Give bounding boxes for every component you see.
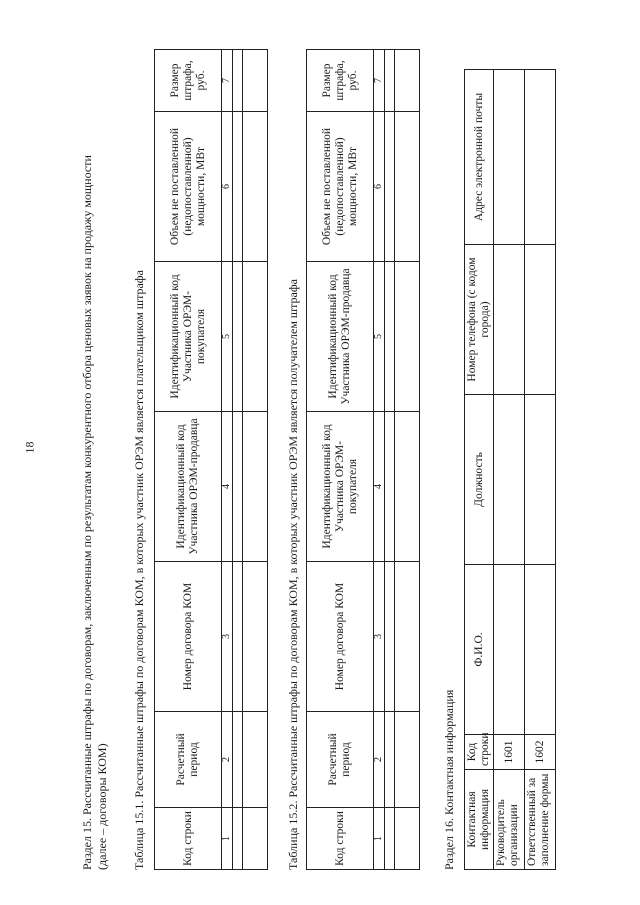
contact-row-label: Ответственный за заполнение формы — [525, 770, 556, 870]
table-15-2-number-row — [374, 50, 385, 870]
empty-cell — [395, 562, 420, 712]
header-email: Адрес электронной почты — [465, 70, 494, 245]
empty-cell — [525, 70, 556, 245]
empty-cell — [233, 112, 243, 262]
column-number: 1 — [222, 808, 233, 870]
empty-cell — [395, 112, 420, 262]
header-fine-amount: Размер штрафа, руб. — [155, 50, 222, 112]
empty-cell — [233, 808, 243, 870]
empty-cell — [243, 412, 268, 562]
header-contract-number: Номер договора КОМ — [155, 562, 222, 712]
section-15-title — [80, 20, 110, 870]
header-period: Расчетный период — [155, 712, 222, 808]
column-number: 7 — [374, 50, 385, 112]
table-15-2-header-row — [307, 50, 374, 870]
header-row-code: Код строки — [465, 735, 494, 770]
contact-table-header-row — [465, 70, 494, 870]
empty-cell — [385, 712, 395, 808]
column-number: 4 — [374, 412, 385, 562]
empty-cell — [395, 412, 420, 562]
empty-cell — [233, 262, 243, 412]
contact-table — [464, 69, 556, 870]
empty-cell — [395, 712, 420, 808]
table-15-1-header-row — [155, 50, 222, 870]
column-number: 7 — [222, 50, 233, 112]
column-number: 6 — [222, 112, 233, 262]
empty-cell — [385, 262, 395, 412]
header-position: Должность — [465, 395, 494, 565]
column-number: 5 — [374, 262, 385, 412]
empty-cell — [385, 50, 395, 112]
empty-cell — [395, 262, 420, 412]
table-15-1-empty-row — [243, 50, 268, 870]
contact-row-code: 1602 — [525, 735, 556, 770]
header-row-code: Код строки — [155, 808, 222, 870]
table-15-1-empty-row — [233, 50, 243, 870]
header-undelivered-volume: Объем не поставленной (недопоставленной) мощности, МВт — [307, 112, 374, 262]
empty-cell — [243, 712, 268, 808]
empty-cell — [243, 262, 268, 412]
column-number: 2 — [374, 712, 385, 808]
empty-cell — [395, 808, 420, 870]
rotated-page-content — [80, 20, 640, 870]
column-number: 6 — [374, 112, 385, 262]
empty-cell — [525, 565, 556, 735]
contact-row-code: 1601 — [494, 735, 525, 770]
empty-cell — [385, 412, 395, 562]
table-15-2-empty-row — [385, 50, 395, 870]
empty-cell — [233, 412, 243, 562]
column-number: 1 — [374, 808, 385, 870]
empty-cell — [494, 70, 525, 245]
contact-row-label: Руководитель организации — [494, 770, 525, 870]
empty-cell — [494, 395, 525, 565]
column-number: 3 — [222, 562, 233, 712]
table-15-2-empty-row — [395, 50, 420, 870]
empty-cell — [233, 562, 243, 712]
table-15-2 — [306, 49, 420, 870]
table-15-2-caption: Таблица 15.2. Рассчитанные штрафы по договорам КОМ, в которых участник ОРЭМ является получателем штрафа — [286, 279, 300, 870]
empty-cell — [243, 50, 268, 112]
empty-cell — [494, 565, 525, 735]
empty-cell — [525, 395, 556, 565]
header-phone: Номер телефона (с кодом города) — [465, 245, 494, 395]
empty-cell — [243, 562, 268, 712]
column-number: 2 — [222, 712, 233, 808]
column-number: 3 — [374, 562, 385, 712]
empty-cell — [395, 50, 420, 112]
table-15-1-caption: Таблица 15.1. Рассчитанные штрафы по договорам КОМ, в которых участник ОРЭМ является плательщиком штрафа — [132, 270, 146, 870]
header-contract-number: Номер договора КОМ — [307, 562, 374, 712]
column-number: 4 — [222, 412, 233, 562]
section-16-title: Раздел 16. Контактная информация — [442, 689, 456, 870]
table-15-1-number-row — [222, 50, 233, 870]
empty-cell — [385, 562, 395, 712]
header-seller-id: Идентификационный код Участника ОРЭМ-продавца — [155, 412, 222, 562]
header-seller-id: Идентификационный код Участника ОРЭМ-продавца — [307, 262, 374, 412]
column-number: 5 — [222, 262, 233, 412]
section-15-title-line1: Раздел 15. Рассчитанные штрафы по договорам, заключенным по результатам конкурентного отбора ценовых заявок на продажу мощности — [80, 155, 94, 870]
contact-row-head-of-organization — [494, 70, 525, 870]
empty-cell — [525, 245, 556, 395]
empty-cell — [385, 808, 395, 870]
empty-cell — [233, 712, 243, 808]
header-undelivered-volume: Объем не поставленной (недопоставленной) мощности, МВт — [155, 112, 222, 262]
header-buyer-id: Идентификационный код Участника ОРЭМ-покупателя — [307, 412, 374, 562]
header-buyer-id: Идентификационный код Участника ОРЭМ-покупателя — [155, 262, 222, 412]
page-number: 18 — [22, 441, 37, 454]
header-contact-info: Контактная информация — [465, 770, 494, 870]
empty-cell — [494, 245, 525, 395]
empty-cell — [385, 112, 395, 262]
empty-cell — [243, 808, 268, 870]
header-row-code: Код строки — [307, 808, 374, 870]
contact-row-responsible-person — [525, 70, 556, 870]
section-15-title-line2: (далее – договоры КОМ) — [95, 743, 109, 870]
header-full-name: Ф.И.О. — [465, 565, 494, 735]
empty-cell — [243, 112, 268, 262]
empty-cell — [233, 50, 243, 112]
table-15-1 — [154, 49, 268, 870]
header-fine-amount: Размер штрафа, руб. — [307, 50, 374, 112]
header-period: Расчетный период — [307, 712, 374, 808]
